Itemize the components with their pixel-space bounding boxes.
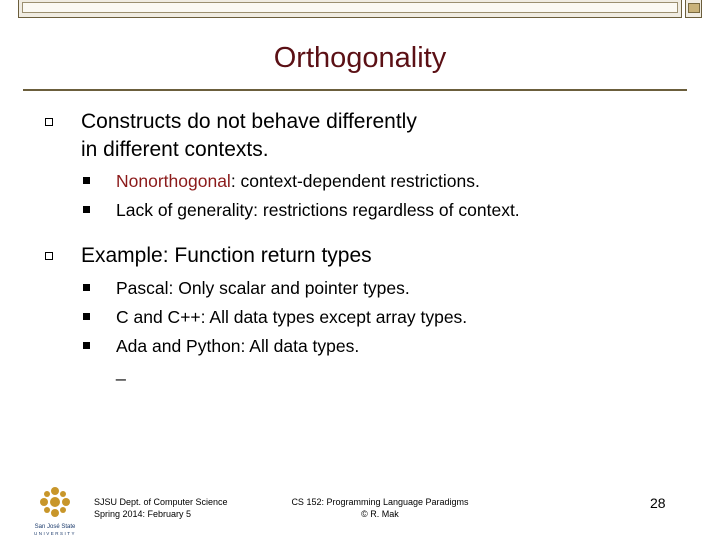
sub-bullet-marker [83,284,90,291]
bullet-marker-square [45,252,53,260]
highlight-term: Nonorthogonal [116,171,231,191]
footer-dept-line-2: Spring 2014: February 5 [94,509,192,519]
bullet-marker-square [45,118,53,126]
sub-bullet-marker [83,177,90,184]
sub-bullet-2-3: Ada and Python: All data types. [116,336,360,356]
trailing-underscore: _ [116,361,126,381]
top-corner-square [688,3,700,13]
sjsu-logo [30,485,80,536]
top-border-inner [22,2,678,13]
sub-bullet-marker [83,342,90,349]
bullet-1-line-1: Constructs do not behave differently [81,110,417,133]
bullet-1-line-2: in different contexts. [81,138,269,161]
sjsu-logo-icon [30,485,80,519]
sub-bullet-2-2: C and C++: All data types except array types. [116,307,468,327]
sub-bullet-1-2: Lack of generality: restrictions regardless of context. [116,200,520,220]
logo-text-line-2: UNIVERSITY [33,531,76,536]
footer-course [270,496,490,520]
footer-course-line-2: © R. Mak [361,509,399,519]
slide-title: Orthogonality [273,42,447,74]
logo-text-line-1: San José State [34,524,76,530]
footer-course-line-1: CS 152: Programming Language Paradigms [291,497,469,507]
page-number: 28 [650,495,666,511]
bullet-1-text [81,108,417,164]
sub-bullet-text: : context-dependent restrictions. [230,171,480,191]
sub-bullet-2-1: Pascal: Only scalar and pointer types. [116,278,410,298]
sub-bullet-marker [83,206,90,213]
title-divider [23,89,687,91]
bullet-2-text: Example: Function return types [81,244,372,267]
footer-dept-line-1: SJSU Dept. of Computer Science [94,497,228,507]
sub-bullet-1-1 [116,170,480,192]
footer-dept [94,496,228,520]
sub-bullet-marker [83,313,90,320]
